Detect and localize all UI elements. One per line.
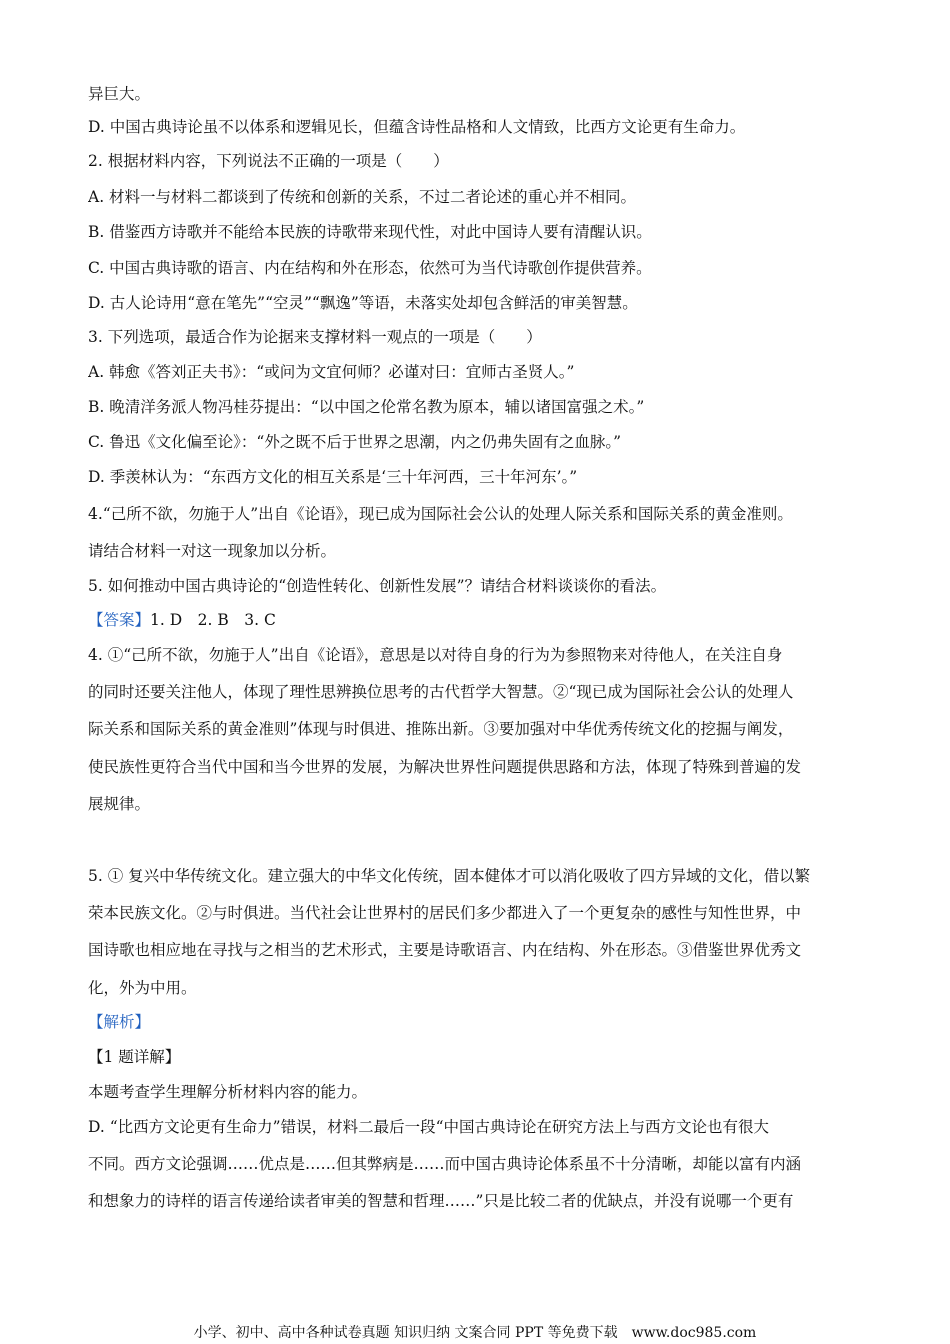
- analysis-label: 【解析】: [88, 1013, 151, 1031]
- option-c: C. 中国古典诗歌的语言、内在结构和外在形态，依然可为当代诗歌创作提供营养。: [88, 259, 652, 277]
- question-3: 3. 下列选项，最适合作为论据来支撑材料一观点的一项是（ ）: [88, 328, 542, 346]
- answer-5-line: 荣本民族文化。②与时俱进。当代社会让世界村的居民们多少都进入了一个更复杂的感性与知性世界，中: [88, 904, 802, 922]
- question-4: 4.“己所不欲，勿施于人”出自《论语》，现已成为国际社会公认的处理人际关系和国际关系的黄金准则。: [88, 505, 793, 523]
- answer-4-line: 际关系和国际关系的黄金准则”体现与时俱进、推陈出新。③要加强对中华优秀传统文化的挖掘与阐发，: [88, 720, 794, 738]
- option-a: A. 韩愈《答刘正夫书》：“或问为文宜何师？必谨对曰：宜师古圣贤人。”: [88, 363, 575, 381]
- option-d: D. 季羡林认为：“东西方文化的相互关系是‘三十年河西，三十年河东’。”: [88, 468, 578, 486]
- text-line: 异巨大。: [88, 85, 151, 103]
- q1-detail-line: D. “比西方文论更有生命力”错误，材料二最后一段“中国古典诗论在研究方法上与西方文论也有很大: [88, 1118, 770, 1136]
- text-line: D. 中国古典诗论虽不以体系和逻辑见长，但蕴含诗性品格和人文情致，比西方文论更有生命力。: [88, 118, 746, 136]
- option-c: C. 鲁迅《文化偏至论》：“外之既不后于世界之思潮，内之仍弗失固有之血脉。”: [88, 433, 622, 451]
- answer-line: [88, 610, 868, 630]
- answer-4-line: 使民族性更符合当代中国和当今世界的发展，为解决世界性问题提供思路和方法，体现了特殊到普遍的发: [88, 758, 802, 776]
- answer-5-line: 国诗歌也相应地在寻找与之相当的艺术形式，主要是诗歌语言、内在结构、外在形态。③借鉴世界优秀文: [88, 941, 802, 959]
- page-footer: 小学、初中、高中各种试卷真题 知识归纳 文案合同 PPT 等免费下载 www.doc985.com: [193, 1325, 757, 1341]
- q1-detail-line: 和想象力的诗样的语言传递给读者审美的智慧和哲理……”只是比较二者的优缺点，并没有说哪一个更有: [88, 1192, 794, 1210]
- answer-4-line: 的同时还要关注他人，体现了理性思辨换位思考的古代哲学大智慧。②“现已成为国际社会公认的处理人: [88, 683, 794, 701]
- option-b: B. 晚清洋务派人物冯桂芬提出：“以中国之伦常名教为原本，辅以诸国富强之术。”: [88, 398, 645, 416]
- question-5: 5. 如何推动中国古典诗论的“创造性转化、创新性发展”？请结合材料谈谈你的看法。: [88, 577, 667, 595]
- answer-5-line: 5. ① 复兴中华传统文化。建立强大的中华文化传统，固本健体才可以消化吸收了四方异域的文化，借以繁: [88, 867, 811, 885]
- answer-5-line: 化，外为中用。: [88, 979, 197, 997]
- answer-4-line: 展规律。: [88, 795, 151, 813]
- answer-text: 1. D 2. B 3. C: [150, 611, 276, 629]
- question-4-continued: 请结合材料一对这一现象加以分析。: [88, 542, 337, 560]
- option-a: A. 材料一与材料二都谈到了传统和创新的关系，不过二者论述的重心并不相同。: [88, 188, 637, 206]
- option-d: D. 古人论诗用“意在笔先”“空灵”“飘逸”等语，未落实处却包含鲜活的审美智慧。: [88, 294, 638, 312]
- question-2: 2. 根据材料内容，下列说法不正确的一项是（ ）: [88, 152, 449, 170]
- option-b: B. 借鉴西方诗歌并不能给本民族的诗歌带来现代性，对此中国诗人要有清醒认识。: [88, 223, 652, 241]
- answer-label: 【答案】: [88, 611, 151, 629]
- q1-intro: 本题考查学生理解分析材料内容的能力。: [88, 1083, 368, 1101]
- q1-heading: 【1 题详解】: [88, 1048, 181, 1066]
- answer-4-line: 4. ①“己所不欲，勿施于人”出自《论语》，意思是以对待自身的行为为参照物来对待他人，在关注自身: [88, 646, 783, 664]
- q1-detail-line: 不同。西方文论强调……优点是……但其弊病是……而中国古典诗论体系虽不十分清晰，却能以富有内涵: [88, 1155, 802, 1173]
